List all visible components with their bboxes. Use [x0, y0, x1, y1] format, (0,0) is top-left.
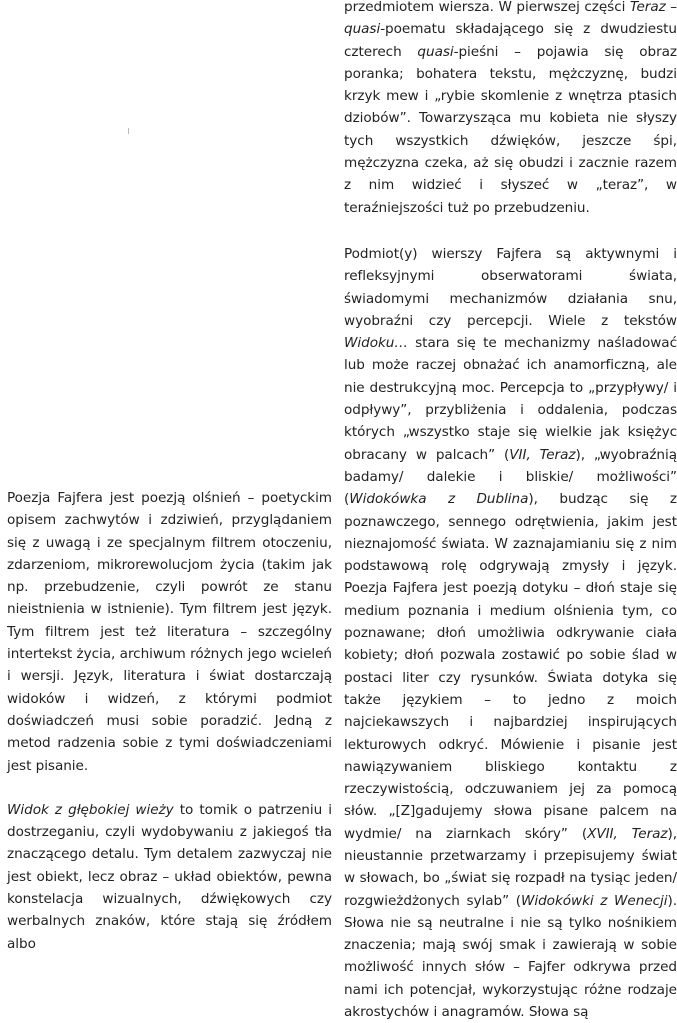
italic-citation: VII, Teraz: [509, 446, 576, 463]
italic-word: quasi: [344, 21, 381, 38]
italic-citation: XVII, Teraz: [587, 825, 668, 842]
paragraph: [7, 799, 332, 955]
right-column: [344, 0, 677, 1023]
paragraph-text: Poezja Fajfera jest poezją olśnień – poetyckim opisem zachwytów i zdziwień, przyglądaniem się z uwagą i ze specjalnym filtrem otoczeniu, zdarzeniom, mikrorewolucjom życia (takim jak np. przebudzenie, czyli powrót ze stanu nieistnienia w istnienie). Tym filtrem jest język. Tym filtrem jest też literatura – szczególny intertekst życia, archiwum różnych jego wcieleń i wersji. Język, literatura i świat dostarczają widoków i widzeń, z którymi podmiot doświadczeń musi sobie poradzić. Jedną z metod radzenia sobie z tymi doświadczeniami jest pisanie.: [7, 490, 332, 774]
paragraph-text: –: [665, 0, 677, 15]
italic-citation: Widokówki z Wenecji: [520, 892, 668, 909]
paragraph-text: -pieśni – pojawia się obraz poranka; bohatera tekstu, mężczyznę, budzi krzyk mew i „rybie skomlenie z wnętrza ptasich dziobów”. Towarzysząca mu kobieta nie słyszy tych wszystkich dźwięków, jeszcze śpi, mężczyzna czeka, aż się obudzi i zacznie razem z nim widzieć i słyszeć w „teraz”, w teraźniejszości tuż po przebudzeniu.: [344, 43, 677, 216]
paragraph-text: przedmiotem wiersza. W pierwszej części: [344, 0, 630, 15]
paragraph-text: to tomik o patrzeniu i dostrzeganiu, czyli wydobywaniu z jakiegoś tła znaczącego detalu. Tym detalem zazwyczaj nie jest obiekt, lecz obraz – układ obiektów, pewna konstelacja wizualnych, dźwiękowych czy werbalnych znaków, które stają się źródłem albo: [7, 801, 332, 952]
italic-title: Teraz: [629, 0, 666, 15]
paragraph-text: ), „wyobraźnią badamy/ dalekie i bliskie/ możliwości” (: [344, 446, 677, 508]
paragraph-text: ), nieustannie przetwarzamy i przepisujemy świat w słowach, bo „świat się rozpadł na tysiąc jeden/ rozgwieżdżonych sylab” (: [344, 825, 677, 909]
paragraph-text: stara się te mechanizmy naśladować lub może raczej obnażać ich anamorficzną, ale nie destrukcyjną moc. Percepcja to „przypływy/ i odpływy”, przybliżenia i oddalenia, podczas których „wszystko staje się wielkie jak księżyc obracany w palcach” (: [344, 335, 677, 463]
scan-mark: [128, 128, 129, 134]
book-title: Widok z głębokiej wieży: [7, 801, 174, 818]
paragraph-text: ). Słowa nie są neutralne i nie są tylko nośnikiem znaczenia; mają swój smak i zawierają w sobie możliwość innych słów – Fajfer odkrywa przed nami ich potencjał, wykorzystując różne rodzaje akrostychów i anagramów. Słowa są: [344, 892, 677, 1021]
italic-citation: Widokówka z Dublina: [349, 491, 529, 508]
paragraph-text: ), budząc się z poznawczego, sennego odrętwienia, jakim jest nieznajomość świata. W zaznajamianiu się z nim podstawową rolę odgrywają zmysły i język. Poezja Fajfera jest poezją dotyku – dłoń staje się medium poznania i medium olśnienia tym, co poznawane; dłoń umożliwia odkrywanie ciała kobiety; dłoń pozwala zostawić po sobie ślad w postaci liter czy rysunków. Świata dotyka się także językiem – to jedno z moich najciekawszych i najbardziej inspirujących lekturowych odkryć. Mówienie i pisanie jest nawiązywaniem bliskiego kontaktu z rzeczywistością, odczuwaniem jej za pomocą słów. „[Z]gadujemy słowa pisane palcem na wydmie/ na ziarnkach skóry” (: [344, 491, 677, 842]
italic-title: Widoku…: [344, 335, 408, 352]
paragraph-text: Podmiot(y) wierszy Fajfera są aktywnymi i refleksyjnymi obserwatorami świata, świadomymi mechanizmów działania snu, wyobraźni czy percepcji. Wiele z tekstów: [344, 245, 677, 329]
italic-word: quasi: [417, 43, 454, 60]
paragraph: [344, 243, 677, 1023]
left-column: [7, 487, 332, 955]
paragraph: [344, 0, 677, 219]
paragraph-text: -poematu składającego się z dwudziestu czterech: [344, 21, 677, 60]
paragraph: [7, 487, 332, 777]
